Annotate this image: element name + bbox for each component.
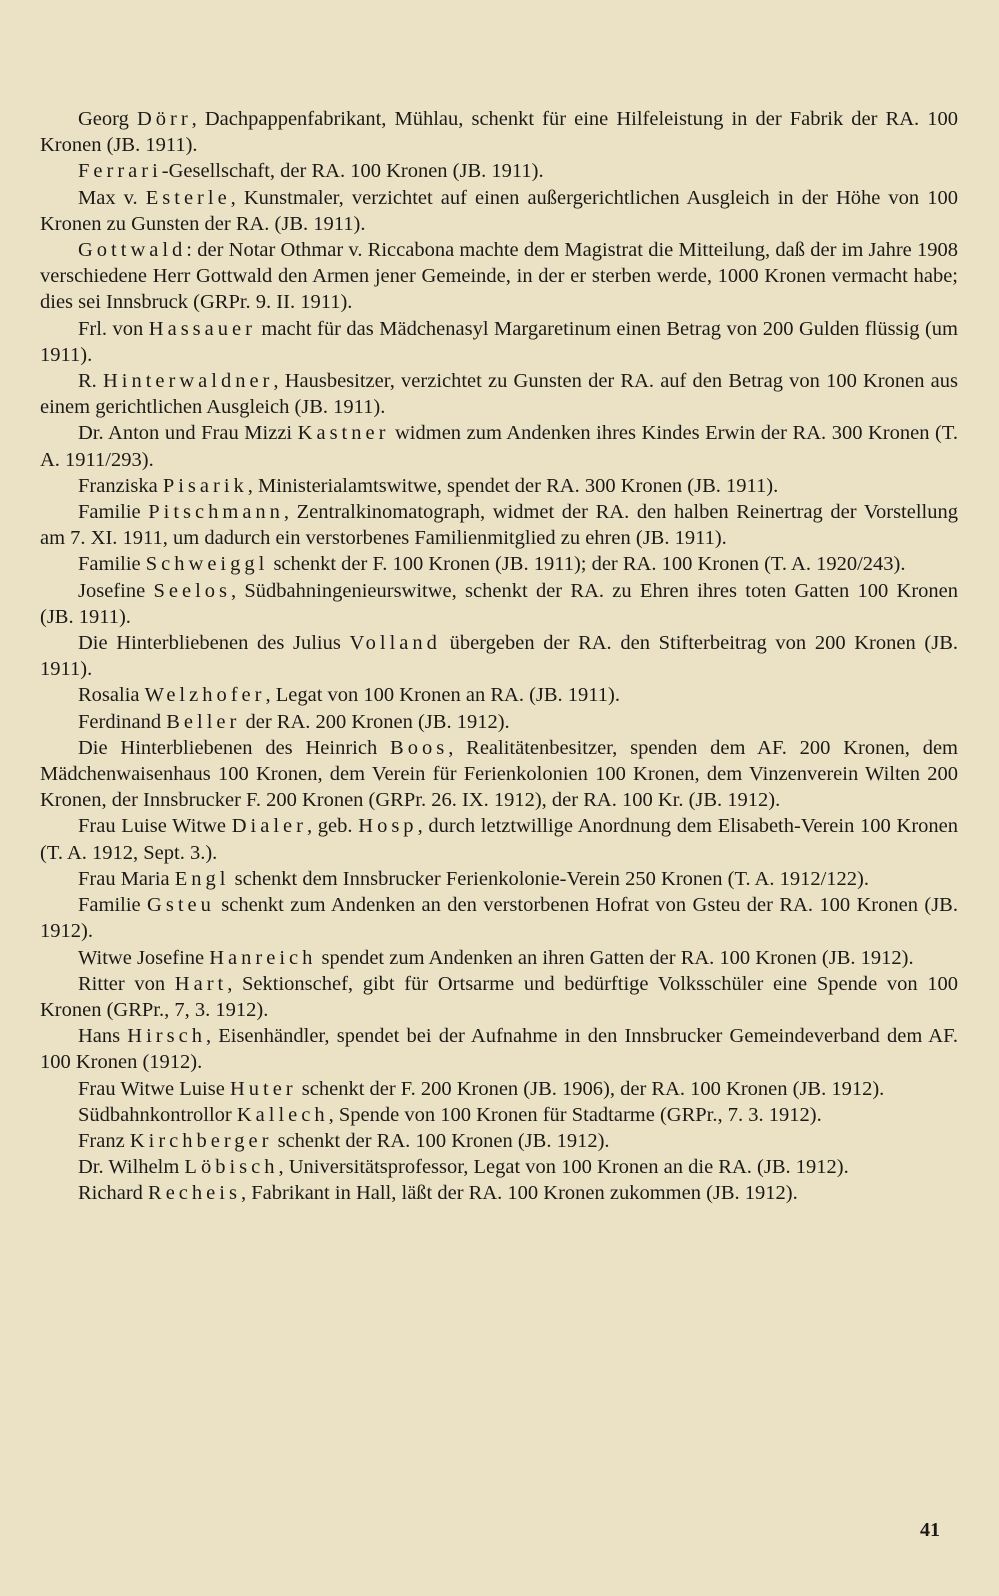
- surname: Welzhofer: [144, 684, 266, 707]
- surname: Engl: [174, 867, 230, 890]
- donation-list: [40, 106, 958, 1207]
- surname: Gsteu: [147, 894, 215, 917]
- surname: Hanreich: [209, 946, 317, 969]
- entry-huter: Frau Witwe Luise Huter schenkt der F. 200 Kronen (JB. 1906), der RA. 100 Kronen (JB. 1912).: [78, 1077, 885, 1100]
- entry-kastner: Dr. Anton und Frau Mizzi Kastner widmen zum Andenken ihres Kindes Erwin der RA. 300 Kronen (T. A. 1911/293).: [40, 422, 958, 471]
- entry-kirchberger: Franz Kirchberger schenkt der RA. 100 Kronen (JB. 1912).: [78, 1129, 610, 1152]
- entry-kallech: Südbahnkontrollor Kallech, Spende von 100 Kronen für Stadtarme (GRPr., 7. 3. 1912).: [78, 1103, 822, 1126]
- surname: Kirchberger: [129, 1129, 273, 1152]
- surname: Seelos: [153, 579, 231, 602]
- surname: Dörr: [136, 108, 192, 130]
- entry-seelos: Josefine Seelos, Südbahningenieurswitwe, schenkt der RA. zu Ehren ihres toten Gatten 100 Kronen (JB. 1911).: [40, 579, 958, 628]
- entry-volland: Die Hinterbliebenen des Julius Volland übergeben der RA. den Stifterbeitrag von 200 Kronen (JB. 1911).: [40, 632, 958, 681]
- surname: Pitschmann: [148, 501, 284, 524]
- entry-hanreich: Witwe Josefine Hanreich spendet zum Andenken an ihren Gatten der RA. 100 Kronen (JB. 1912).: [78, 946, 914, 969]
- surname: Ferrari: [78, 160, 162, 183]
- surname: Hinterwaldner: [102, 370, 274, 393]
- entry-hart: Ritter von Hart, Sektionschef, gibt für Ortsarme und bedürftige Volksschüler eine Spende von 100 Kronen (GRPr., 7, 3. 1912).: [40, 972, 959, 1021]
- entry-engl: Frau Maria Engl schenkt dem Innsbrucker Ferienkolonie-Verein 250 Kronen (T. A. 1912/122).: [78, 867, 870, 890]
- surname: Schweiggl: [145, 553, 269, 576]
- surname: Hart: [174, 972, 228, 995]
- surname: Gottwald: [78, 239, 187, 262]
- surname: Huter: [229, 1077, 297, 1100]
- entry-esterle: Max v. Esterle, Kunstmaler, verzichtet auf einen außergerichtlichen Ausgleich in der Höhe von 100 Kronen zu Gunsten der RA. (JB. 1911).: [40, 186, 958, 235]
- surname: Boos: [390, 736, 449, 759]
- surname: Hassauer: [148, 317, 256, 340]
- surname: Recheis: [148, 1182, 241, 1205]
- surname: Kallech: [236, 1103, 329, 1126]
- surname: Esterle: [145, 186, 231, 209]
- surname: Löbisch: [184, 1156, 279, 1179]
- entry-loebisch: Dr. Wilhelm Löbisch, Universitätsprofessor, Legat von 100 Kronen an die RA. (JB. 1912).: [78, 1156, 849, 1179]
- page-number: 41: [920, 1519, 940, 1541]
- entry-hinterwaldner: R. Hinterwaldner, Hausbesitzer, verzichtet zu Gunsten der RA. auf den Betrag von 100 Kronen aus einem gerichtlichen Ausgleich (JB. 1911).: [40, 370, 958, 419]
- surname: Kastner: [297, 422, 390, 445]
- entry-recheis: Richard Recheis, Fabrikant in Hall, läßt der RA. 100 Kronen zukommen (JB. 1912).: [78, 1182, 798, 1205]
- surname: Pisarik: [162, 474, 248, 497]
- entry-doerr: Georg Dörr, Dachpappenfabrikant, Mühlau, schenkt für eine Hilfeleistung in der Fabrik der RA. 100 Kronen (JB. 1911).: [40, 108, 958, 157]
- entry-gsteu: Familie Gsteu schenkt zum Andenken an den verstorbenen Hofrat von Gsteu der RA. 100 Kronen (JB. 1912).: [40, 894, 958, 943]
- entry-welzhofer: Rosalia Welzhofer, Legat von 100 Kronen an RA. (JB. 1911).: [78, 684, 621, 707]
- surname: Hosp: [358, 815, 418, 838]
- entry-boos: Die Hinterbliebenen des Heinrich Boos, Realitätenbesitzer, spenden dem AF. 200 Kronen, dem Mädchenwaisenhaus 100 Kronen, dem Verein für Ferienkolonien 100 Kronen, dem Vinzenverein Wilten 200 Kronen, der Innsbrucker F. 200 Kronen (GRPr. 26. IX. 1912), der RA. 100 Kr. (JB. 1912).: [40, 736, 958, 812]
- surname: Volland: [349, 632, 441, 655]
- entry-hirsch: Hans Hirsch, Eisenhändler, spendet bei der Aufnahme in den Innsbrucker Gemeindeverband dem AF. 100 Kronen (1912).: [40, 1025, 958, 1074]
- entry-gottwald: Gottwald: der Notar Othmar v. Riccabona machte dem Magistrat die Mitteilung, daß der im Jahre 1908 verschiedene Herr Gottwald den Armen jener Gemeinde, in der er sterben werde, 1000 Kronen vermacht habe; dies sei Innsbruck (GRPr. 9. II. 1911).: [40, 239, 958, 314]
- entry-pitschmann: Familie Pitschmann, Zentralkinomatograph, widmet der RA. den halben Reinertrag der Vorstellung am 7. XI. 1911, um dadurch ein verstorbenes Familienmitglied zu ehren (JB. 1911).: [40, 501, 958, 550]
- entry-hassauer: Frl. von Hassauer macht für das Mädchenasyl Margaretinum einen Betrag von 200 Gulden flüssig (um 1911).: [40, 317, 958, 366]
- entry-schweiggl: Familie Schweiggl schenkt der F. 100 Kronen (JB. 1911); der RA. 100 Kronen (T. A. 1920/243).: [78, 553, 906, 576]
- entry-ferrari: Ferrari-Gesellschaft, der RA. 100 Kronen (JB. 1911).: [78, 160, 544, 183]
- surname: Hirsch: [127, 1025, 206, 1048]
- entry-pisarik: Franziska Pisarik, Ministerialamtswitwe, spendet der RA. 300 Kronen (JB. 1911).: [78, 474, 779, 497]
- entry-dialer: Frau Luise Witwe Dialer, geb. Hosp, durch letztwillige Anordnung dem Elisabeth-Verein 100 Kronen (T. A. 1912, Sept. 3.).: [40, 815, 958, 864]
- surname: Beller: [166, 710, 241, 733]
- entry-beller: Ferdinand Beller der RA. 200 Kronen (JB. 1912).: [78, 710, 510, 733]
- surname: Dialer: [231, 815, 307, 838]
